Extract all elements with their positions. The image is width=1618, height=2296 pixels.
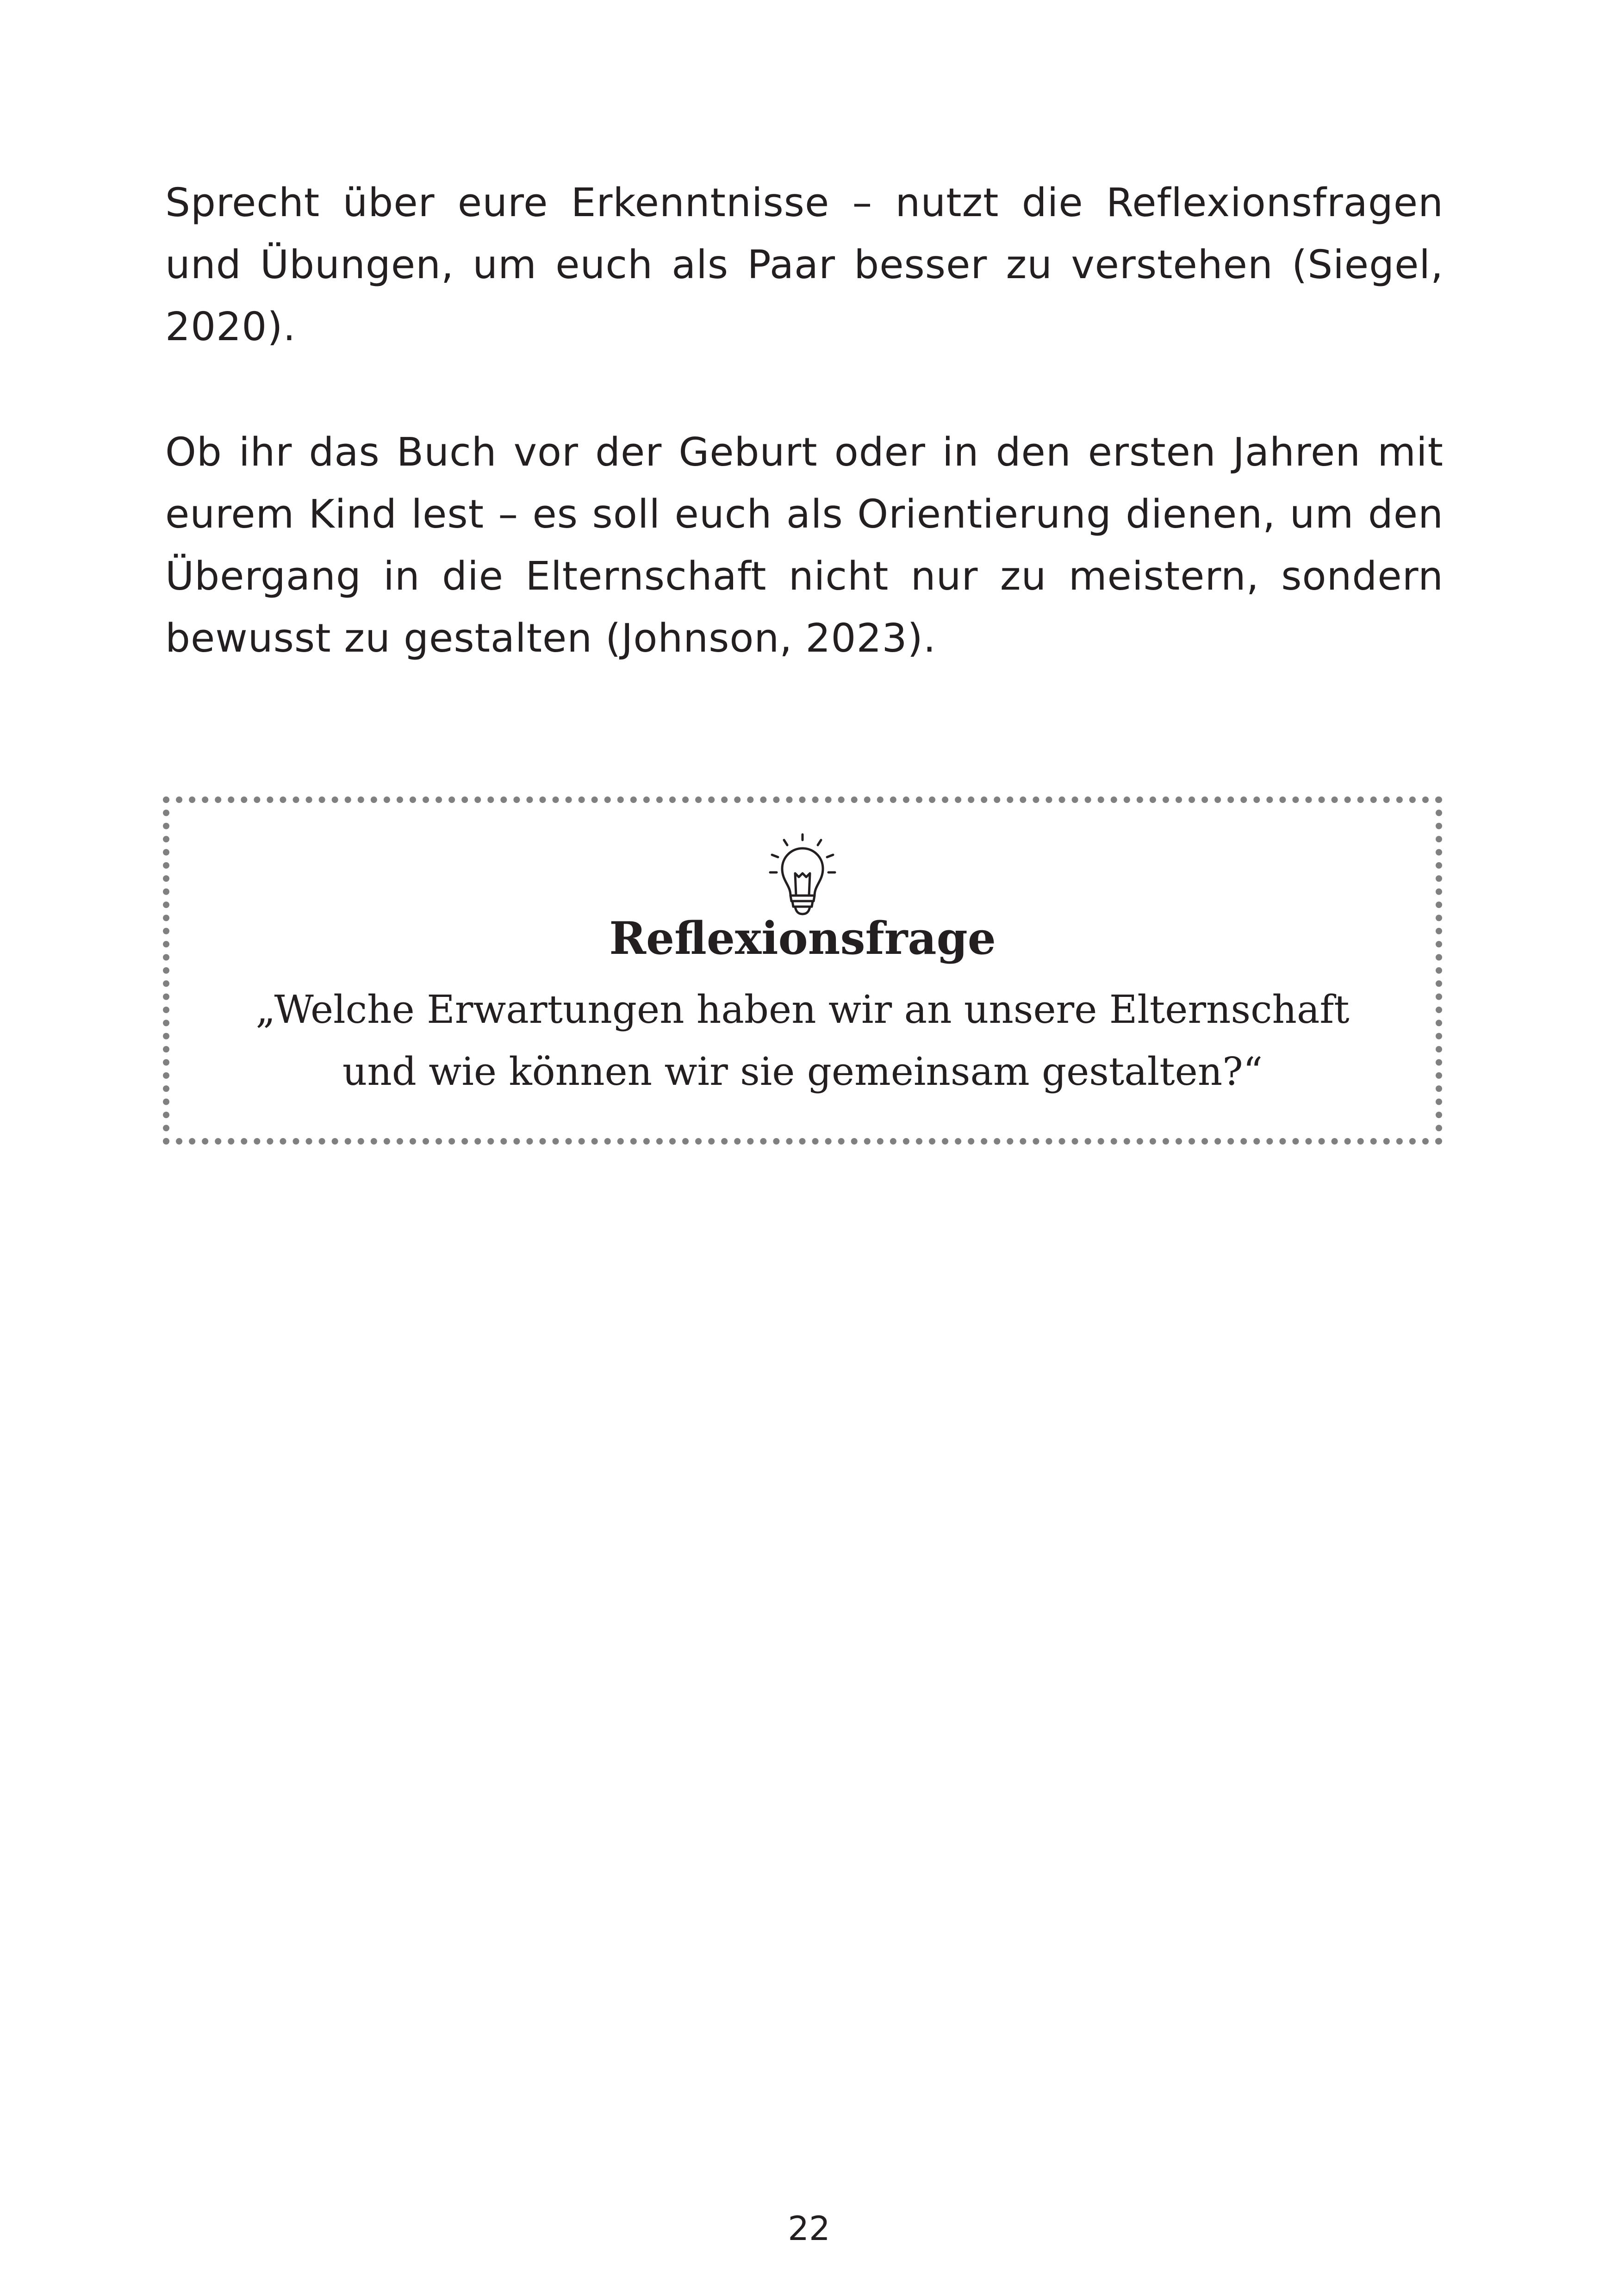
body-paragraph-1: Sprecht über eure Erkenntnisse – nutzt die Reflexionsfragen und Übungen, um euch als Paar besser zu verstehen (Siegel, 2020). — [165, 180, 1444, 350]
page-number: 22 — [788, 2209, 830, 2248]
box-question — [169, 979, 1436, 1103]
box-question-line-2: und wie können wir sie gemeinsam gestalten?“ — [342, 1049, 1263, 1094]
box-title: Reflexionsfrage — [609, 912, 996, 964]
lightbulb-icon — [765, 831, 840, 919]
reflection-box — [163, 796, 1442, 1145]
box-question-line-1: „Welche Erwartungen haben wir an unsere Elternschaft — [255, 987, 1350, 1032]
body-paragraph-2: Ob ihr das Buch vor der Geburt oder in den ersten Jahren mit eurem Kind lest – es soll euch als Orientierung dienen, um den Übergang in die Elternschaft nicht nur zu meistern, sondern bewusst zu gestalten (Johnson, 2023). — [165, 429, 1444, 661]
